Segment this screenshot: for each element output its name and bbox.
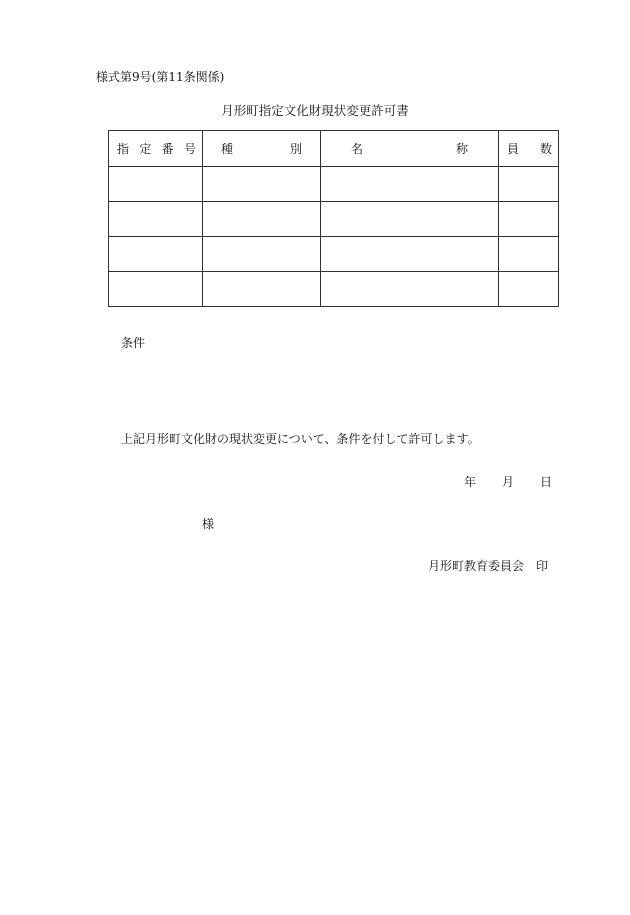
- header-char: 名: [351, 142, 364, 156]
- header-char: 称: [455, 142, 468, 156]
- cell-type: [203, 237, 321, 272]
- table-row: [109, 167, 559, 202]
- header-char: 号: [183, 142, 196, 156]
- header-name: [321, 131, 499, 167]
- cell-count: [499, 202, 559, 237]
- cell-number: [109, 237, 203, 272]
- cell-number: [109, 272, 203, 307]
- conditions-label: 条件: [121, 336, 146, 350]
- cell-name: [321, 167, 499, 202]
- header-char: 員: [507, 142, 520, 156]
- header-char: 別: [289, 142, 302, 156]
- cell-count: [499, 237, 559, 272]
- issuer-name: 月形町教育委員会: [428, 559, 525, 573]
- cell-type: [203, 272, 321, 307]
- table-row: [109, 237, 559, 272]
- issuer-line: [428, 557, 548, 574]
- date-line: [464, 473, 552, 490]
- form-number: 様式第9号(第11条関係): [96, 70, 225, 84]
- header-type: [203, 131, 321, 167]
- permission-statement: 上記月形町文化財の現状変更について、条件を付して許可します。: [121, 432, 480, 446]
- header-designation-number: [109, 131, 203, 167]
- header-count: [499, 131, 559, 167]
- header-char: 定: [139, 142, 152, 156]
- table-header-row: [109, 131, 559, 167]
- recipient-suffix: 様: [202, 517, 215, 531]
- cell-count: [499, 167, 559, 202]
- cell-name: [321, 272, 499, 307]
- cell-name: [321, 237, 499, 272]
- cell-type: [203, 202, 321, 237]
- date-month: 月: [502, 475, 515, 489]
- date-day: 日: [540, 475, 553, 489]
- table-row: [109, 272, 559, 307]
- cell-type: [203, 167, 321, 202]
- header-char: 番: [161, 142, 174, 156]
- cell-number: [109, 167, 203, 202]
- document-title: 月形町指定文化財現状変更許可書: [221, 103, 409, 118]
- table-row: [109, 202, 559, 237]
- cell-number: [109, 202, 203, 237]
- header-char: 指: [117, 142, 130, 156]
- header-char: 種: [221, 142, 234, 156]
- date-year: 年: [464, 475, 477, 489]
- seal-mark: 印: [536, 559, 549, 573]
- cell-name: [321, 202, 499, 237]
- header-char: 数: [539, 142, 552, 156]
- property-table: [108, 130, 559, 307]
- cell-count: [499, 272, 559, 307]
